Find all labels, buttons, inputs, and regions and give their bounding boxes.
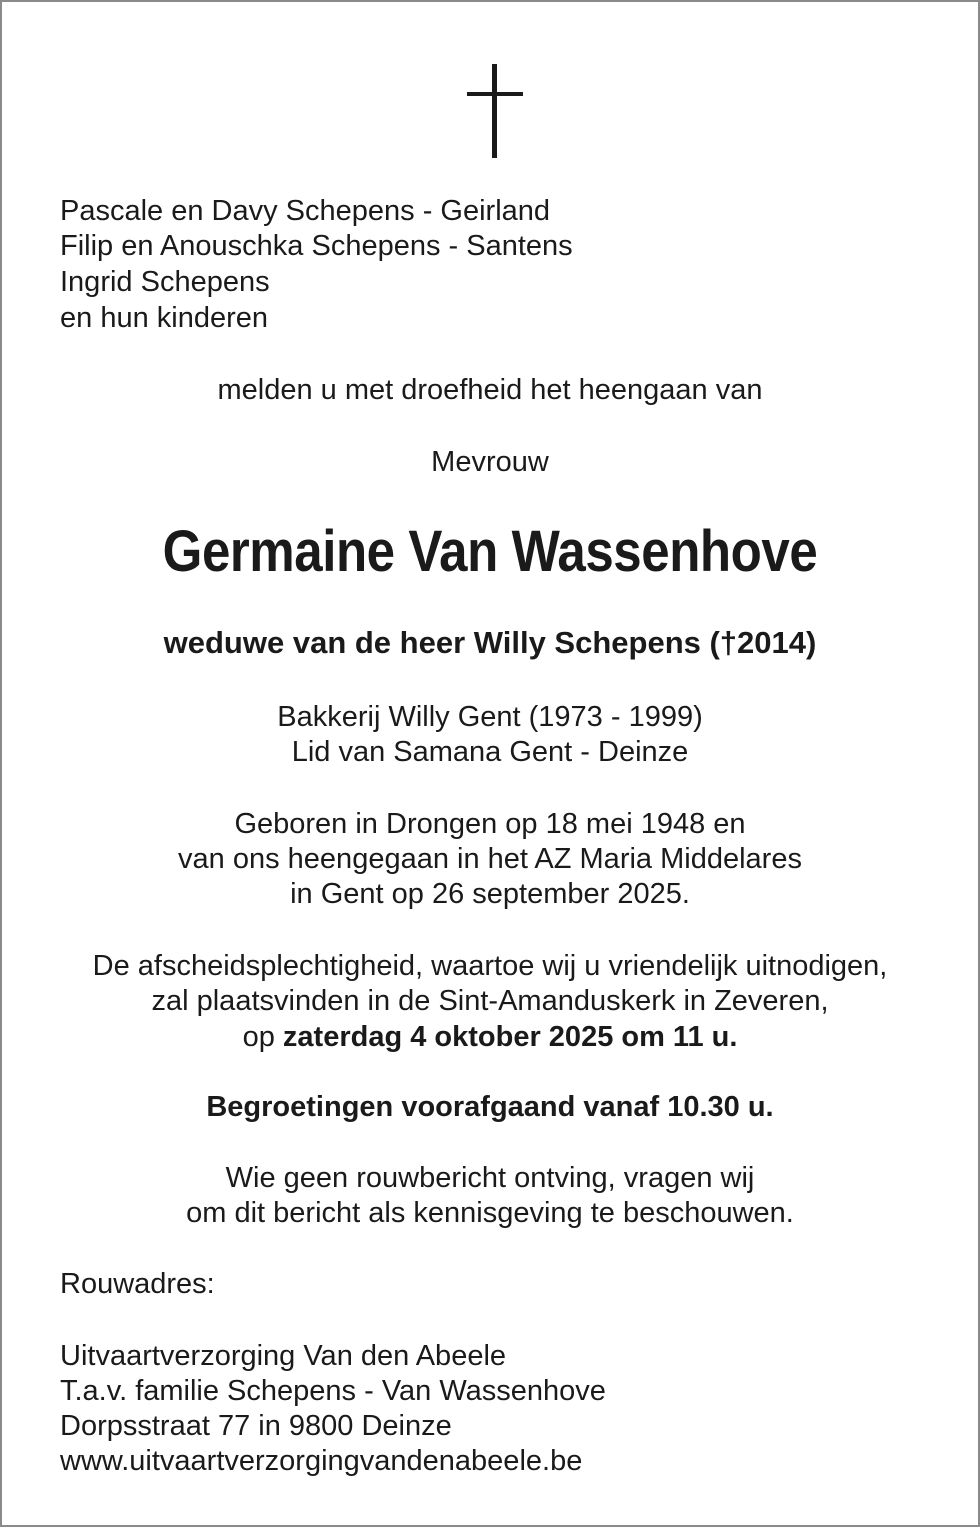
ceremony-line-2: zal plaatsvinden in de Sint-Amanduskerk in Zeveren, [151, 985, 829, 1017]
family-line-4: en hun kinderen [60, 302, 268, 334]
birth-death-line-3: in Gent op 26 september 2025. [290, 878, 690, 910]
ceremony-line-1: De afscheidsplechtigheid, waartoe wij u vriendelijk uitnodigen, [92, 950, 888, 982]
ceremony-prefix: op [242, 1021, 283, 1053]
address-line-3: Dorpsstraat 77 in 9800 Deinze [60, 1410, 452, 1442]
notice-line-2: om dit bericht als kennisgeving te beschouwen. [186, 1197, 794, 1229]
widow-of-line: weduwe van de heer Willy Schepens (†2014) [163, 625, 817, 660]
ceremony-line-3 [0, 1020, 980, 1055]
deceased-name: Germaine Van Wassenhove [162, 519, 818, 584]
cross-icon [467, 64, 523, 158]
greetings-line: Begroetingen voorafgaand vanaf 10.30 u. [206, 1091, 774, 1123]
family-line-3: Ingrid Schepens [60, 266, 270, 298]
birth-death-line-2: van ons heengegaan in het AZ Maria Middelares [178, 843, 802, 875]
announcement-text: melden u met droefheid het heengaan van [217, 374, 763, 406]
affiliation-line-2: Lid van Samana Gent - Deinze [291, 736, 689, 768]
address-line-1: Uitvaartverzorging Van den Abeele [60, 1340, 507, 1372]
ceremony-date: zaterdag 4 oktober 2025 om 11 u. [282, 1021, 738, 1053]
birth-death-line-1: Geboren in Drongen op 18 mei 1948 en [234, 808, 746, 840]
address-label: Rouwadres: [60, 1268, 215, 1300]
address-line-2: T.a.v. familie Schepens - Van Wassenhove [60, 1375, 606, 1407]
family-line-1: Pascale en Davy Schepens - Geirland [60, 195, 551, 227]
affiliation-line-1: Bakkerij Willy Gent (1973 - 1999) [277, 701, 703, 733]
family-line-2: Filip en Anouschka Schepens - Santens [60, 230, 573, 262]
salutation: Mevrouw [431, 446, 549, 478]
notice-line-1: Wie geen rouwbericht ontving, vragen wij [225, 1162, 755, 1194]
address-website: www.uitvaartverzorgingvandenabeele.be [60, 1445, 583, 1477]
